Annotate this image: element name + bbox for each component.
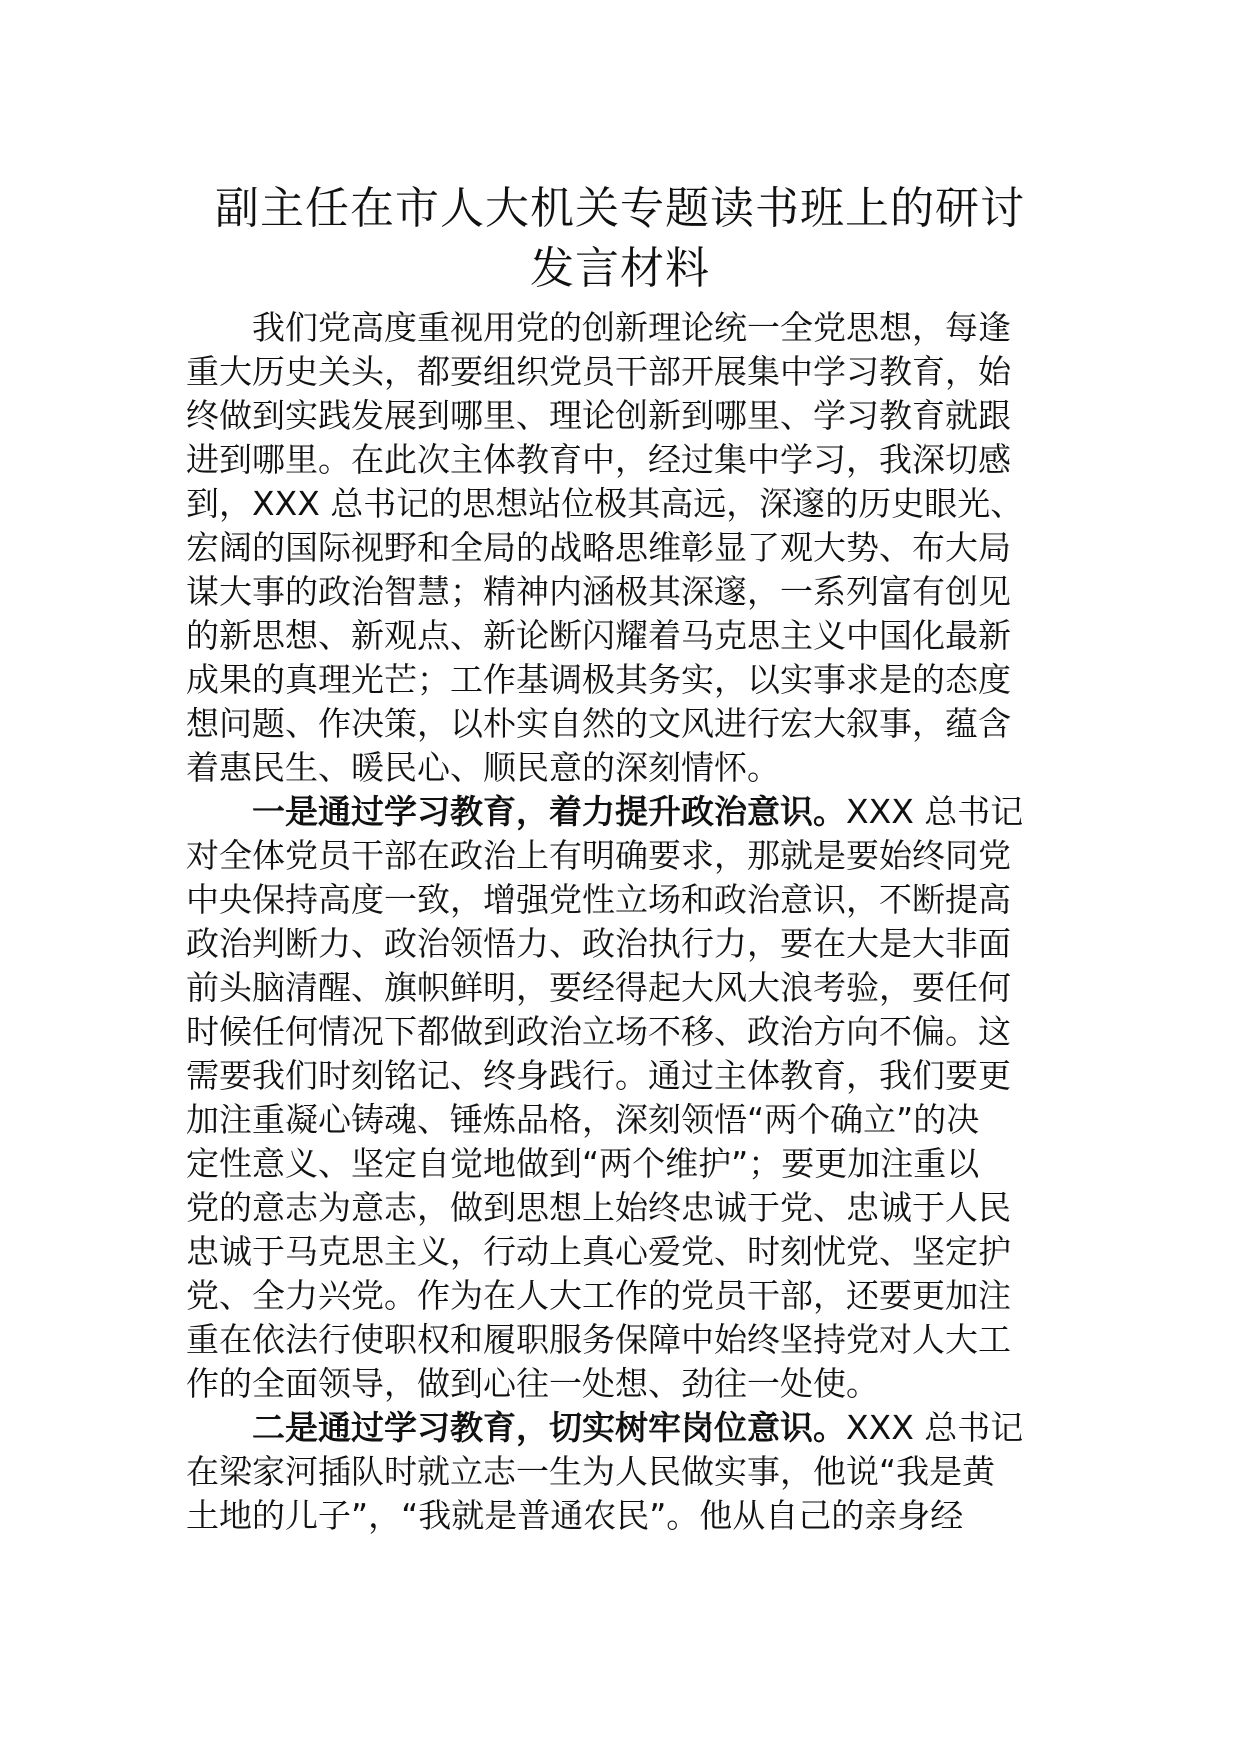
body-line: 定性意义、坚定自觉地做到“两个维护”；要更加注重以 bbox=[186, 1144, 980, 1183]
section-heading-line bbox=[252, 790, 1054, 834]
section-heading-2: 二是通过学习教育，切实树牢岗位意识。 bbox=[252, 1408, 846, 1447]
body-line: 想问题、作决策，以朴实自然的文风进行宏大叙事，蕴含 bbox=[186, 704, 1011, 743]
body-line: 对全体党员干部在政治上有明确要求，那就是要始终同党 bbox=[186, 836, 1011, 875]
body-line: 作的全面领导，做到心往一处想、劲往一处使。 bbox=[186, 1364, 879, 1403]
body-line: 宏阔的国际视野和全局的战略思维彰显了观大势、布大局 bbox=[186, 528, 1011, 567]
body-text-inline: XXX 总书记 bbox=[846, 792, 1024, 831]
document-title-line-2: 发言材料 bbox=[530, 243, 710, 294]
body-text-inline: XXX 总书记 bbox=[846, 1408, 1024, 1447]
body-line: 政治判断力、政治领悟力、政治执行力，要在大是大非面 bbox=[186, 924, 1011, 963]
body-line: 着惠民生、暖民心、顺民意的深刻情怀。 bbox=[186, 748, 780, 787]
body-line: 重在依法行使职权和履职服务保障中始终坚持党对人大工 bbox=[186, 1320, 1011, 1359]
body-line: 谋大事的政治智慧；精神内涵极其深邃，一系列富有创见 bbox=[186, 572, 1011, 611]
body-line: 到，XXX 总书记的思想站位极其高远，深邃的历史眼光、 bbox=[186, 484, 1024, 523]
body-line: 党的意志为意志，做到思想上始终忠诚于党、忠诚于人民 bbox=[186, 1188, 1011, 1227]
body-line: 的新思想、新观点、新论断闪耀着马克思主义中国化最新 bbox=[186, 616, 1011, 655]
body-line: 重大历史关头，都要组织党员干部开展集中学习教育，始 bbox=[186, 352, 1011, 391]
section-heading-line bbox=[252, 1406, 1054, 1450]
body-line: 我们党高度重视用党的创新理论统一全党思想，每逢 bbox=[252, 308, 1011, 347]
body-line: 加注重凝心铸魂、锤炼品格，深刻领悟“两个确立”的决 bbox=[186, 1100, 980, 1139]
body-line: 忠诚于马克思主义，行动上真心爱党、时刻忧党、坚定护 bbox=[186, 1232, 1011, 1271]
body-line: 成果的真理光芒；工作基调极其务实，以实事求是的态度 bbox=[186, 660, 1011, 699]
body-line: 土地的儿子”，“我就是普通农民”。他从自己的亲身经 bbox=[186, 1496, 964, 1535]
body-line: 党、全力兴党。作为在人大工作的党员干部，还要更加注 bbox=[186, 1276, 1011, 1315]
body-line: 需要我们时刻铭记、终身践行。通过主体教育，我们要更 bbox=[186, 1056, 1011, 1095]
section-heading-1: 一是通过学习教育，着力提升政治意识。 bbox=[252, 792, 846, 831]
body-line: 中央保持高度一致，增强党性立场和政治意识，不断提高 bbox=[186, 880, 1011, 919]
body-line: 终做到实践发展到哪里、理论创新到哪里、学习教育就跟 bbox=[186, 396, 1011, 435]
body-line: 时候任何情况下都做到政治立场不移、政治方向不偏。这 bbox=[186, 1012, 1011, 1051]
body-line: 前头脑清醒、旗帜鲜明，要经得起大风大浪考验，要任何 bbox=[186, 968, 1011, 1007]
body-line: 进到哪里。在此次主体教育中，经过集中学习，我深切感 bbox=[186, 440, 1011, 479]
body-line: 在梁家河插队时就立志一生为人民做实事，他说“我是黄 bbox=[186, 1452, 996, 1491]
document-title-line-1: 副主任在市人大机关专题读书班上的研讨 bbox=[215, 183, 1025, 234]
